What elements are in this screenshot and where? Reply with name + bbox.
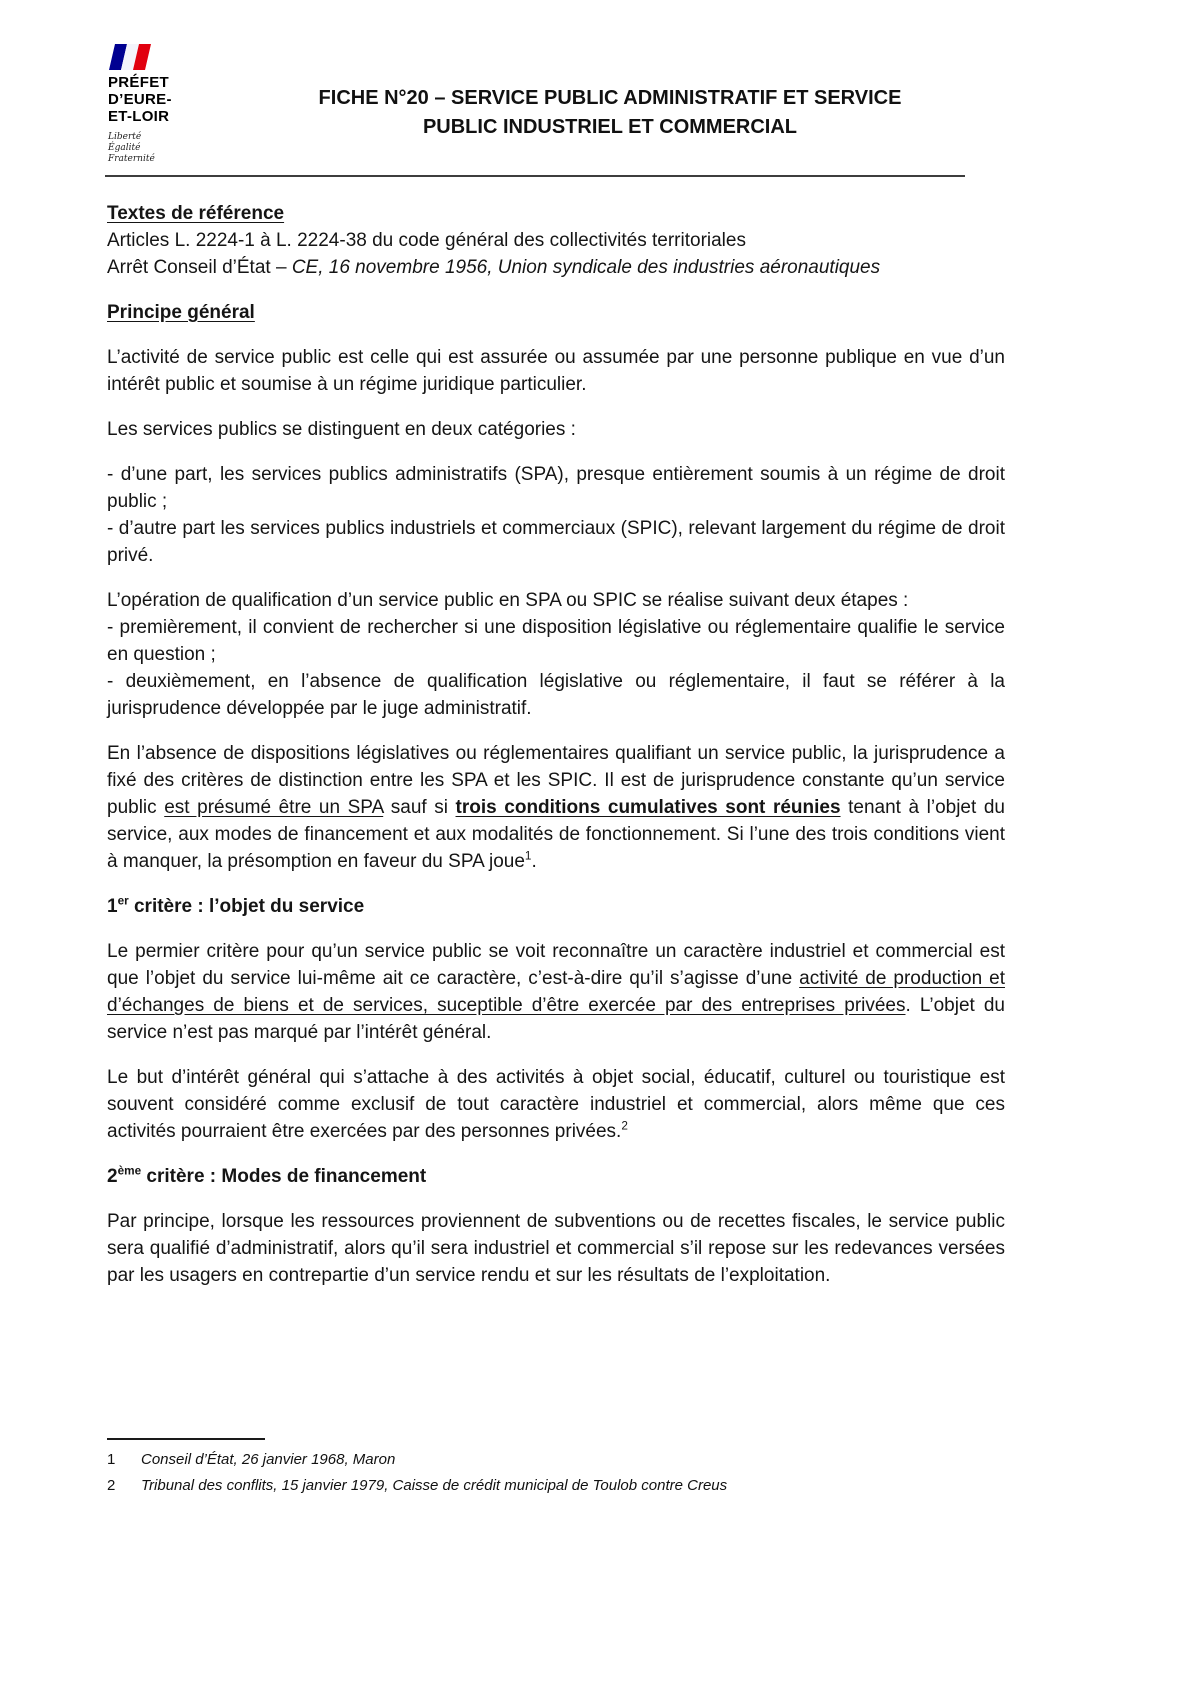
prefecture-name — [108, 74, 238, 125]
paragraph — [107, 461, 1005, 515]
text-segment: Les services publics se distinguent en deux catégories : — [107, 419, 576, 440]
page-title — [220, 84, 1000, 142]
text-segment: CE, 16 novembre 1956, Union syndicale des industries aéronautiques — [291, 257, 881, 278]
footnote-number: 1 — [107, 1451, 116, 1468]
text-segment: - d’une part, les services publics administratifs (SPA), presque entièrement soumis à un régime de droit public ; — [107, 464, 1005, 512]
text-segment: Articles L. 2224-1 à L. 2224-38 du code général des collectivités territoriales — [107, 230, 746, 251]
text-segment: critère : l’objet du service — [128, 896, 365, 917]
document-content — [107, 200, 1005, 1289]
paragraph — [107, 227, 1005, 254]
text-segment: Le permier critère pour qu’un service public se voit reconnaître un caractère industriel et commercial est que l’objet du service lui-même ait ce caractère, c’est-à-dire qu’il s’agisse d’une — [107, 941, 1005, 989]
paragraph — [107, 740, 1005, 875]
footnote-text — [141, 1447, 395, 1473]
text-segment: En l’absence de dispositions législatives ou réglementaires qualifiant un service public, la jurisprudence a fixé des critères de distinction entre les SPA et les SPIC. Il est de jurisprudence constante qu’un service public — [107, 743, 1005, 818]
motto-line: Égalité — [108, 143, 141, 153]
text-segment: - premièrement, il convient de rechercher si une disposition législative ou réglementaire qualifie le service en question ; — [107, 617, 1005, 665]
text-segment: critère : Modes de financement — [141, 1166, 427, 1187]
text-segment: est présumé être un SPA — [164, 797, 384, 818]
paragraph — [107, 254, 1005, 281]
paragraph — [107, 1208, 1005, 1289]
french-flag-icon — [109, 44, 155, 70]
footnote-divider — [107, 1438, 265, 1440]
text-segment: Le but d’intérêt général qui s’attache à des activités à objet social, éducatif, culturel ou touristique est souvent considéré comme exclusif de tout caractère industriel et commercial, alors même que ces activités pourraient être exercées par des personnes privées. — [107, 1067, 1005, 1142]
footnote-reference: 2 — [621, 1119, 628, 1133]
motto-line: Fraternité — [108, 154, 155, 164]
footnote — [107, 1473, 1005, 1499]
footnote-reference: er — [117, 894, 129, 908]
section-heading — [107, 893, 1005, 920]
text-segment: Par principe, lorsque les ressources proviennent de subventions ou de recettes fiscales, le service public sera qualifié d’administratif, alors qu’il sera industriel et commercial s’il repose sur les redevances versées par les usagers en contrepartie d’un service rendu et sur les résultats de l’exploitation. — [107, 1211, 1005, 1286]
footnotes — [107, 1438, 1005, 1499]
text-segment: L’opération de qualification d’un service public en SPA ou SPIC se réalise suivant deux étapes : — [107, 590, 909, 611]
prefecture-logo — [108, 44, 238, 165]
footnote — [107, 1447, 1005, 1473]
prefecture-name-line: D’EURE- — [108, 91, 172, 108]
header-divider — [105, 175, 965, 177]
section-heading — [107, 1163, 1005, 1190]
text-segment: - d’autre part les services publics industriels et commerciaux (SPIC), relevant largement du régime de droit privé. — [107, 518, 1005, 566]
footnote-reference: 1 — [524, 849, 532, 863]
text-segment: Arrêt Conseil d’État – — [107, 257, 292, 278]
text-segment: 2 — [107, 1166, 118, 1187]
text-segment: activité de production et d’échanges de biens et de services, suceptible d’être exercée par des entreprises privées — [107, 968, 1005, 1016]
paragraph — [107, 416, 1005, 443]
page-title-line1: FICHE N°20 – SERVICE PUBLIC ADMINISTRATIF ET SERVICE — [318, 87, 902, 109]
footnote-reference: ème — [117, 1164, 142, 1178]
prefecture-name-line: PRÉFET — [108, 74, 169, 91]
text-segment: Conseil d’État, 26 janvier 1968, Maron — [141, 1451, 396, 1468]
republic-motto — [108, 132, 238, 165]
footnote-text — [141, 1473, 727, 1499]
text-segment: L’activité de service public est celle qui est assurée ou assumée par une personne publique en vue d’un intérêt public et soumise à un régime juridique particulier. — [107, 347, 1005, 395]
text-segment: sauf si — [383, 797, 456, 818]
paragraph — [107, 614, 1005, 668]
text-segment: - deuxièmement, en l’absence de qualification législative ou réglementaire, il faut se référer à la jurisprudence développée par le juge administratif. — [107, 671, 1005, 719]
prefecture-name-line: ET-LOIR — [108, 108, 170, 125]
page-title-line2: PUBLIC INDUSTRIEL ET COMMERCIAL — [422, 116, 798, 138]
section-heading — [107, 200, 1005, 227]
paragraph — [107, 938, 1005, 1046]
paragraph — [107, 587, 1005, 614]
text-segment: tenant à l’objet du service, aux modes de financement et aux modalités de fonctionnement. Si l’une des trois conditions vient à manquer, la présomption en faveur du SPA joue — [107, 797, 1005, 872]
text-segment: Tribunal des conflits, 15 janvier 1979, Caisse de crédit municipal de Toulob contre Creus — [141, 1477, 728, 1494]
paragraph — [107, 515, 1005, 569]
text-segment: trois conditions cumulatives sont réunies — [455, 797, 841, 818]
text-segment: Textes de référence — [107, 203, 285, 224]
footnote-number: 2 — [107, 1477, 116, 1494]
text-segment: 1 — [107, 896, 118, 917]
paragraph — [107, 1064, 1005, 1145]
paragraph — [107, 668, 1005, 722]
paragraph — [107, 344, 1005, 398]
text-segment: . L’objet du service n’est pas marqué par l’intérêt général. — [107, 995, 1005, 1043]
motto-line: Liberté — [108, 132, 142, 142]
text-segment: . — [531, 851, 537, 872]
section-heading — [107, 299, 1005, 326]
text-segment: Principe général — [107, 302, 255, 323]
footnotes-list — [107, 1447, 1005, 1499]
